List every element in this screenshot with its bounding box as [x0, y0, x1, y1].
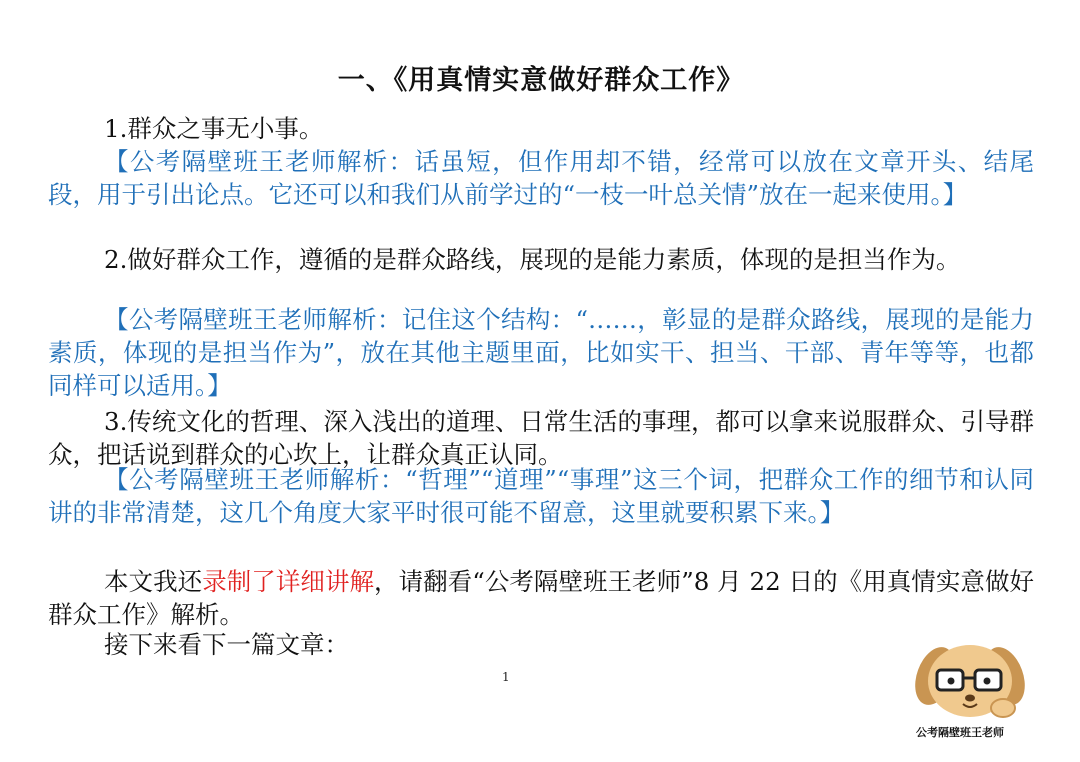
closing-before: 本文我还 [104, 567, 203, 596]
page-number: 1 [502, 670, 510, 684]
closing-after: ，请翻看“公考隔壁班王老师”8 月 22 日的《用真情实意做好群众工作》解析。 [48, 567, 1034, 629]
point-3: 3.传统文化的哲理、深入浅出的道理、日常生活的事理，都可以拿来说服群众、引导群众，把话说到群众的心坎上，让群众真正认同。 [48, 407, 1034, 469]
analysis-3: 【公考隔壁班王老师解析：“哲理”“道理”“事理”这三个词，把群众工作的细节和认同讲的非常清楚，这几个角度大家平时很可能不留意，这里就要积累下来。】 [48, 465, 1034, 527]
next-article-line: 接下来看下一篇文章： [104, 630, 349, 659]
mascot-caption: 公考隔壁班王老师 [916, 726, 1004, 739]
point-2: 2.做好群众工作，遵循的是群众路线，展现的是能力素质，体现的是担当作为。 [104, 245, 961, 274]
page-title: 一、《用真情实意做好群众工作》 [337, 65, 745, 96]
document-page [48, 0, 1034, 762]
analysis-1: 【公考隔壁班王老师解析：话虽短，但作用却不错，经常可以放在文章开头、结尾段，用于引出论点。它还可以和我们从前学过的“一枝一叶总关情”放在一起来使用。】 [48, 147, 1034, 209]
point-1: 1.群众之事无小事。 [104, 114, 324, 143]
analysis-2: 【公考隔壁班王老师解析：记住这个结构：“……，彰显的是群众路线，展现的是能力素质，体现的是担当作为”，放在其他主题里面，比如实干、担当、干部、青年等等，也都同样可以适用。】 [48, 305, 1034, 400]
closing-paragraph [48, 565, 1034, 631]
closing-highlight: 录制了详细讲解 [202, 567, 375, 596]
